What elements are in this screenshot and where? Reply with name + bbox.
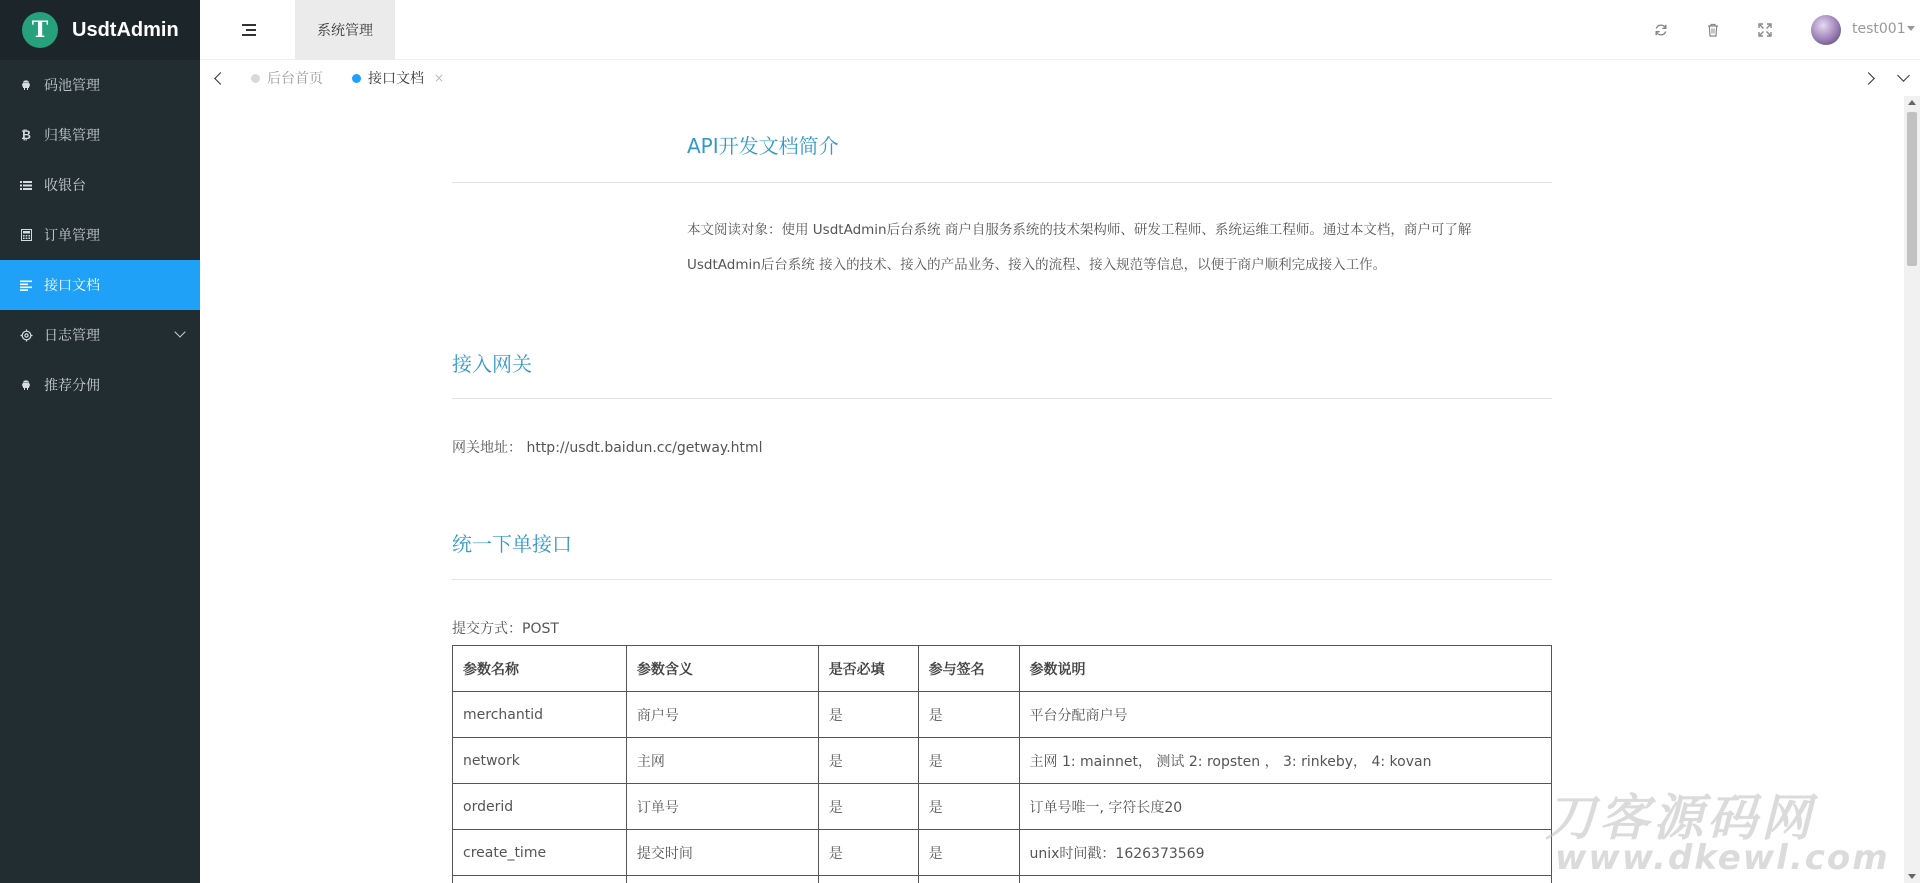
- watermark-title: 刀客源码网: [1545, 789, 1815, 847]
- table-row: [453, 784, 1552, 830]
- column-header: 参数含义: [626, 646, 818, 692]
- table-cell: 是: [918, 738, 1019, 784]
- intro-line: UsdtAdmin后台系统 接入的技术、接入的产品业务、接入的流程、接入规范等信息，以便于商户顺利完成接入工作。: [687, 257, 1387, 273]
- column-header: 参数说明: [1019, 646, 1552, 692]
- gateway-address: [452, 437, 763, 457]
- scroll-thumb[interactable]: [1907, 112, 1917, 266]
- sidebar-item-orders[interactable]: [0, 210, 200, 260]
- gateway-label: 网关地址：: [452, 440, 522, 456]
- table-cell: 主网 1: mainnet， 测试 2: ropsten ， 3: rinkeby， 4: kovan: [1019, 738, 1552, 784]
- column-header: 是否必填: [818, 646, 918, 692]
- watermark-url: www.dkewl.com: [1555, 838, 1890, 878]
- intro-line: 本文阅读对象：使用 UsdtAdmin后台系统 商户自服务系统的技术架构师、研发工程师、系统运维工程师。通过本文档，商户可了解: [687, 222, 1472, 238]
- table-row: [453, 692, 1552, 738]
- android-icon: [19, 78, 33, 92]
- table-cell: 是: [818, 830, 918, 876]
- sidebar-item-label: 推荐分佣: [44, 378, 100, 394]
- table-cell: 是: [918, 830, 1019, 876]
- tether-logo-icon: T: [22, 12, 58, 48]
- submit-method: 提交方式：POST: [452, 621, 559, 637]
- table-row: [453, 830, 1552, 876]
- trash-icon[interactable]: [1703, 20, 1723, 40]
- sidebar-item-collection[interactable]: [0, 110, 200, 160]
- column-header: 参与签名: [918, 646, 1019, 692]
- logo[interactable]: [0, 0, 200, 60]
- refresh-icon[interactable]: [1651, 20, 1671, 40]
- sidebar-item-cashier[interactable]: [0, 160, 200, 210]
- sidebar: [0, 0, 200, 883]
- params-table: [452, 645, 1552, 883]
- table-cell: 是: [918, 784, 1019, 830]
- android-icon: [19, 378, 33, 392]
- intro-paragraph: [687, 213, 1517, 283]
- menu-toggle-icon[interactable]: [242, 24, 256, 36]
- page-tabbar: [200, 60, 1920, 96]
- sidebar-item-logs[interactable]: [0, 310, 200, 360]
- table-cell: 提交时间: [626, 830, 818, 876]
- table-cell: 是: [918, 692, 1019, 738]
- tab-label: 后台首页: [267, 71, 323, 87]
- table-cell: [453, 876, 627, 883]
- order-api-heading: 统一下单接口: [452, 532, 572, 556]
- chevron-down-icon: [174, 326, 185, 337]
- divider: [452, 579, 1552, 580]
- tab-label: 接口文档: [368, 71, 424, 87]
- column-header: 参数名称: [453, 646, 627, 692]
- table-cell: 主网: [626, 738, 818, 784]
- tab-dashboard[interactable]: [251, 60, 323, 96]
- tab-dot: [352, 74, 361, 83]
- table-cell: 是: [818, 784, 918, 830]
- caret-down-icon[interactable]: [1907, 26, 1915, 31]
- table-cell: merchantid: [453, 692, 627, 738]
- scroll-up-arrow-icon[interactable]: [1908, 100, 1916, 105]
- table-cell: 订单号唯一, 字符长度20: [1019, 784, 1552, 830]
- intro-heading: API开发文档简介: [687, 134, 839, 158]
- content-scrollbar[interactable]: [1904, 96, 1920, 883]
- sidebar-item-label: 归集管理: [44, 128, 100, 144]
- tabs-scroll-left-icon[interactable]: [211, 71, 225, 85]
- gateway-url[interactable]: http://usdt.baidun.cc/getway.html: [526, 440, 763, 456]
- sidebar-item-referral[interactable]: [0, 360, 200, 410]
- main-content: [200, 96, 1904, 883]
- tab-api-docs[interactable]: [352, 60, 444, 96]
- divider: [452, 398, 1552, 399]
- sidebar-item-code-pool[interactable]: [0, 60, 200, 110]
- gear-icon: [19, 328, 33, 342]
- table-cell: 商户号: [626, 692, 818, 738]
- tabs-scroll-right-icon[interactable]: [1863, 71, 1877, 85]
- sidebar-item-label: 日志管理: [44, 328, 100, 344]
- sidebar-item-label: 码池管理: [44, 78, 100, 94]
- table-cell: orderid: [453, 784, 627, 830]
- username[interactable]: test001: [1852, 21, 1906, 37]
- sidebar-item-api-docs[interactable]: [0, 260, 200, 310]
- table-row: [453, 876, 1552, 883]
- app-title: UsdtAdmin: [72, 18, 179, 41]
- list-icon: [19, 178, 33, 192]
- table-cell: network: [453, 738, 627, 784]
- sidebar-menu: [0, 60, 200, 410]
- gateway-heading: 接入网关: [452, 352, 532, 376]
- table-cell: [918, 876, 1019, 883]
- sidebar-item-label: 订单管理: [44, 228, 100, 244]
- table-header-row: [453, 646, 1552, 692]
- bitcoin-icon: ₿: [21, 128, 31, 142]
- table-cell: [1019, 876, 1552, 883]
- align-left-icon: [19, 278, 33, 292]
- table-cell: [626, 876, 818, 883]
- system-management-tab[interactable]: 系统管理: [295, 0, 395, 60]
- table-cell: 平台分配商户号: [1019, 692, 1552, 738]
- table-cell: [818, 876, 918, 883]
- fullscreen-icon[interactable]: [1755, 20, 1775, 40]
- calculator-icon: [19, 228, 33, 242]
- scroll-down-arrow-icon[interactable]: [1908, 874, 1916, 879]
- divider: [452, 182, 1552, 183]
- table-cell: unix时间戳：1626373569: [1019, 830, 1552, 876]
- tabs-menu-chevron-down-icon[interactable]: [1896, 71, 1910, 85]
- sidebar-item-label: 接口文档: [44, 278, 100, 294]
- top-header: [200, 0, 1920, 60]
- sidebar-item-label: 收银台: [44, 178, 86, 194]
- tab-dot: [251, 74, 260, 83]
- table-cell: 是: [818, 692, 918, 738]
- table-cell: 订单号: [626, 784, 818, 830]
- table-row: [453, 738, 1552, 784]
- table-cell: create_time: [453, 830, 627, 876]
- close-icon[interactable]: ×: [434, 71, 445, 85]
- table-cell: 是: [818, 738, 918, 784]
- avatar[interactable]: [1811, 15, 1841, 45]
